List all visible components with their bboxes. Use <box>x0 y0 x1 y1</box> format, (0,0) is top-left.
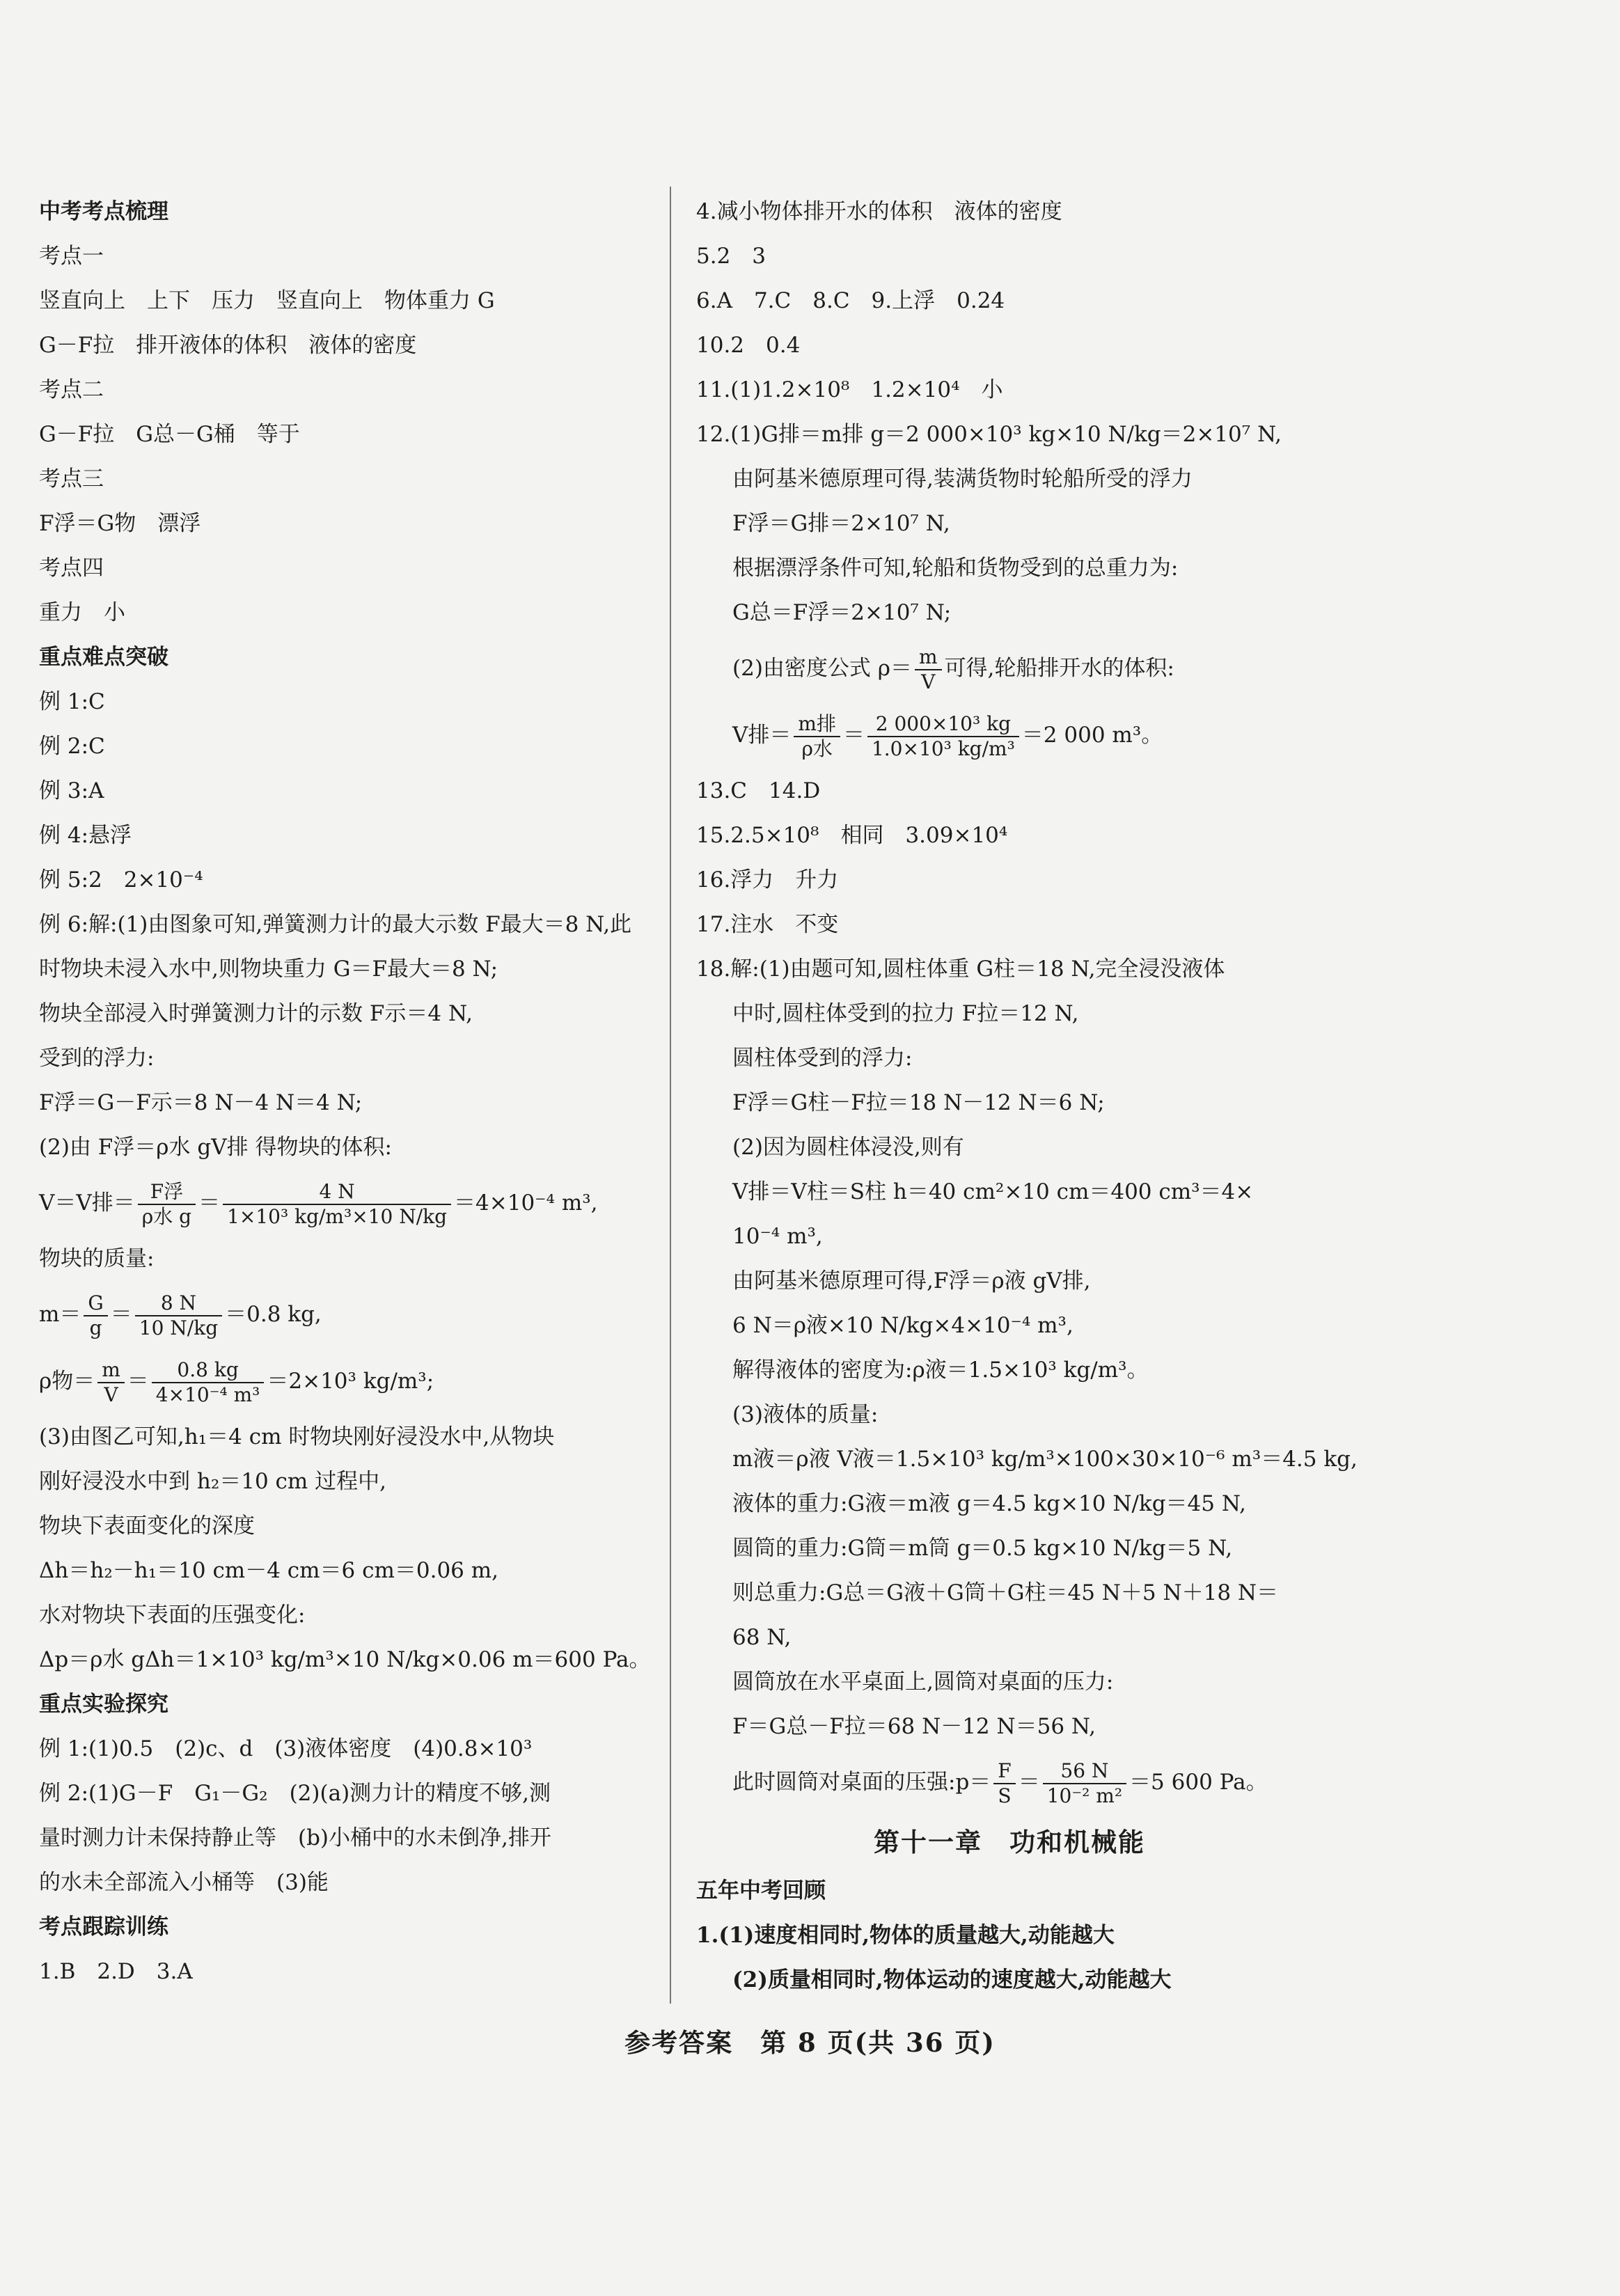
formula-prefix: 此时圆筒对桌面的压强:p＝ <box>732 1770 991 1795</box>
section-heading: 五年中考回顾 <box>696 1878 826 1903</box>
answer-line: 物块的质量: <box>39 1246 155 1271</box>
fraction-numerator: m <box>97 1358 125 1383</box>
answer-line: 例 2:(1)G－F G₁－G₂ (2)(a)测力计的精度不够,测 <box>39 1781 551 1806</box>
answer-line: 例 5:2 2×10⁻⁴ <box>39 867 203 893</box>
fraction-denominator: g <box>89 1316 102 1339</box>
answer-line: (3)由图乙可知,h₁＝4 cm 时物块刚好浸没水中,从物块 <box>39 1424 555 1449</box>
fraction-denominator: ρ水 <box>801 737 833 760</box>
answer-line: (2)由 F浮＝ρ水 gV排 得物块的体积: <box>39 1135 392 1160</box>
formula-suffix: ＝2×10³ kg/m³; <box>267 1369 434 1394</box>
answer-line: 刚好浸没水中到 h₂＝10 cm 过程中, <box>39 1469 387 1494</box>
page-footer: 参考答案 第 8 页(共 36 页) <box>624 2027 996 2058</box>
formula-line <box>696 635 1323 702</box>
equals-sign: ＝ <box>842 723 865 748</box>
answer-line: 5.2 3 <box>696 244 766 269</box>
answer-line: 物块下表面变化的深度 <box>39 1513 255 1539</box>
fraction-numerator: m <box>915 645 942 670</box>
fraction <box>993 1759 1015 1808</box>
answer-line: 根据漂浮条件可知,轮船和货物受到的总重力为: <box>732 556 1179 581</box>
answer-line: 竖直向上 上下 压力 竖直向上 物体重力 G <box>39 288 495 313</box>
formula-suffix: ＝0.8 kg, <box>225 1302 322 1327</box>
answer-line: 解得液体的密度为:ρ液＝1.5×10³ kg/m³。 <box>732 1358 1149 1383</box>
fraction <box>152 1358 265 1407</box>
column-divider <box>670 187 671 2004</box>
answer-line: 考点四 <box>39 556 104 581</box>
section-heading: 1.(1)速度相同时,物体的质量越大,动能越大 <box>696 1923 1115 1948</box>
fraction-numerator: 0.8 kg <box>152 1358 265 1383</box>
equals-sign: ＝ <box>198 1190 221 1216</box>
fraction-denominator: ρ水 g <box>141 1204 192 1228</box>
answer-line: 时物块未浸入水中,则物块重力 G＝F最大＝8 N; <box>39 957 498 982</box>
fraction-numerator: m排 <box>794 712 840 737</box>
answer-line: G总＝F浮＝2×10⁷ N; <box>732 600 952 625</box>
answer-line: 17.注水 不变 <box>696 912 839 937</box>
answer-line: 圆筒的重力:G筒＝m筒 g＝0.5 kg×10 N/kg＝5 N, <box>732 1536 1233 1561</box>
answer-line: 液体的重力:G液＝m液 g＝4.5 kg×10 N/kg＝45 N, <box>732 1491 1246 1516</box>
answer-line: Δp＝ρ水 gΔh＝1×10³ kg/m³×10 N/kg×0.06 m＝600 Pa。 <box>39 1647 651 1672</box>
answer-line: 18.解:(1)由题可知,圆柱体重 G柱＝18 N,完全浸没液体 <box>696 957 1225 982</box>
answer-line: 考点三 <box>39 466 104 492</box>
fraction-denominator: V <box>104 1383 118 1406</box>
fraction-numerator: 2 000×10³ kg <box>867 712 1019 737</box>
formula-line <box>696 1749 1323 1816</box>
section-heading: 重点实验探究 <box>39 1692 168 1717</box>
answer-line: F浮＝G物 漂浮 <box>39 511 201 536</box>
answer-line: 圆筒放在水平桌面上,圆筒对桌面的压力: <box>732 1669 1114 1695</box>
fraction <box>867 712 1019 761</box>
formula-prefix: V＝V排＝ <box>39 1190 135 1216</box>
answer-line: 圆柱体受到的浮力: <box>732 1046 913 1071</box>
answer-line: 量时测力计未保持静止等 (b)小桶中的水未倒净,排开 <box>39 1825 551 1850</box>
formula-prefix: (2)由密度公式 ρ＝ <box>732 656 912 681</box>
answer-line: 物块全部浸入时弹簧测力计的示数 F示＝4 N, <box>39 1001 473 1026</box>
answer-line: F浮＝G排＝2×10⁷ N, <box>732 511 950 536</box>
answer-line: m液＝ρ液 V液＝1.5×10³ kg/m³×100×30×10⁻⁶ m³＝4.5 kg, <box>732 1447 1358 1472</box>
section-heading: 重点难点突破 <box>39 645 168 670</box>
answer-line: 11.(1)1.2×10⁸ 1.2×10⁴ 小 <box>696 377 1003 402</box>
fraction-numerator: G <box>84 1291 107 1316</box>
fraction-denominator: 10⁻² m² <box>1046 1784 1123 1807</box>
answer-line: F浮＝G柱－F拉＝18 N－12 N＝6 N; <box>732 1090 1105 1115</box>
answer-line: 1.B 2.D 3.A <box>39 1959 193 1984</box>
answer-line: (2)因为圆柱体浸没,则有 <box>732 1135 964 1160</box>
answer-line: 例 6:解:(1)由图象可知,弹簧测力计的最大示数 F最大＝8 N,此 <box>39 912 632 937</box>
fraction <box>84 1291 107 1340</box>
fraction-numerator: 56 N <box>1043 1759 1126 1784</box>
answer-line: G－F拉 G总－G桶 等于 <box>39 422 300 447</box>
answer-line: 4.减小物体排开水的体积 液体的密度 <box>696 199 1062 224</box>
fraction <box>135 1291 222 1340</box>
answer-line: 由阿基米德原理可得,装满货物时轮船所受的浮力 <box>732 466 1193 492</box>
fraction <box>97 1358 125 1407</box>
formula-prefix: m＝ <box>39 1302 81 1327</box>
fraction-numerator: F浮 <box>138 1180 196 1205</box>
formula-suffix: ＝4×10⁻⁴ m³, <box>454 1190 598 1216</box>
answer-line: 16.浮力 升力 <box>696 867 839 893</box>
fraction-numerator: 8 N <box>135 1291 222 1316</box>
answer-line: 则总重力:G总＝G液＋G筒＋G柱＝45 N＋5 N＋18 N＝ <box>732 1580 1279 1605</box>
answer-line: F浮＝G－F示＝8 N－4 N＝4 N; <box>39 1090 363 1115</box>
left-column <box>39 189 652 1994</box>
answer-line: 考点一 <box>39 244 104 269</box>
answer-line: 的水未全部流入小桶等 (3)能 <box>39 1870 329 1895</box>
fraction-denominator: 10 N/kg <box>139 1316 219 1339</box>
answer-line: 12.(1)G排＝m排 g＝2 000×10³ kg×10 N/kg＝2×10⁷ N, <box>696 422 1282 447</box>
chapter-heading: 第十一章 功和机械能 <box>874 1827 1145 1857</box>
answer-line: (3)液体的质量: <box>732 1402 879 1427</box>
section-heading: 中考考点梳理 <box>39 199 168 224</box>
answer-line: 重力 小 <box>39 600 125 625</box>
equals-sign: ＝ <box>1018 1770 1040 1795</box>
formula-line <box>39 1348 652 1415</box>
answer-line: G－F拉 排开液体的体积 液体的密度 <box>39 333 417 358</box>
fraction-numerator: 4 N <box>223 1180 451 1205</box>
fraction-numerator: F <box>993 1759 1015 1784</box>
formula-suffix: ＝2 000 m³。 <box>1021 723 1163 748</box>
answer-line: 例 4:悬浮 <box>39 823 132 848</box>
answer-line: 6 N＝ρ液×10 N/kg×4×10⁻⁴ m³, <box>732 1313 1074 1338</box>
section-heading: 考点跟踪训练 <box>39 1914 168 1940</box>
answer-line: 10.2 0.4 <box>696 333 801 358</box>
answer-line: 例 3:A <box>39 778 104 803</box>
fraction-denominator: 1.0×10³ kg/m³ <box>871 737 1015 760</box>
formula-suffix: ＝5 600 Pa。 <box>1129 1770 1268 1795</box>
formula-line <box>39 1281 652 1348</box>
fraction-denominator: S <box>998 1784 1012 1807</box>
equals-sign: ＝ <box>127 1369 149 1394</box>
right-column <box>696 189 1358 2002</box>
fraction <box>1043 1759 1126 1808</box>
answer-line: V排＝V柱＝S柱 h＝40 cm²×10 cm＝400 cm³＝4× <box>732 1179 1254 1204</box>
answer-line: 例 1:C <box>39 689 105 714</box>
formula-line <box>696 702 1323 769</box>
answer-line: 受到的浮力: <box>39 1046 155 1071</box>
answer-line: 中时,圆柱体受到的拉力 F拉＝12 N, <box>732 1001 1079 1026</box>
fraction <box>138 1180 196 1229</box>
answer-line: Δh＝h₂－h₁＝10 cm－4 cm＝6 cm＝0.06 m, <box>39 1558 498 1583</box>
fraction-denominator: V <box>921 670 936 693</box>
fraction <box>223 1180 451 1229</box>
fraction-denominator: 1×10³ kg/m³×10 N/kg <box>227 1204 448 1228</box>
fraction <box>794 712 840 761</box>
fraction-denominator: 4×10⁻⁴ m³ <box>155 1383 260 1406</box>
answer-line: 例 2:C <box>39 734 105 759</box>
answer-line: 15.2.5×10⁸ 相同 3.09×10⁴ <box>696 823 1008 848</box>
formula-prefix: V排＝ <box>732 723 792 748</box>
formula-suffix: 可得,轮船排开水的体积: <box>944 656 1174 681</box>
formula-line <box>39 1170 652 1236</box>
answer-line: 68 N, <box>732 1625 792 1650</box>
answer-line: 13.C 14.D <box>696 778 821 803</box>
section-heading: (2)质量相同时,物体运动的速度越大,动能越大 <box>732 1967 1172 1992</box>
answer-line: 6.A 7.C 8.C 9.上浮 0.24 <box>696 288 1005 313</box>
answer-line: F＝G总－F拉＝68 N－12 N＝56 N, <box>732 1714 1096 1739</box>
fraction <box>915 645 942 694</box>
formula-prefix: ρ物＝ <box>39 1369 95 1394</box>
answer-line: 考点二 <box>39 377 104 402</box>
answer-line: 例 1:(1)0.5 (2)c、d (3)液体密度 (4)0.8×10³ <box>39 1736 533 1761</box>
answer-line: 水对物块下表面的压强变化: <box>39 1603 306 1628</box>
answer-line: 10⁻⁴ m³, <box>732 1224 823 1249</box>
equals-sign: ＝ <box>110 1302 132 1327</box>
answer-line: 由阿基米德原理可得,F浮＝ρ液 gV排, <box>732 1268 1091 1294</box>
